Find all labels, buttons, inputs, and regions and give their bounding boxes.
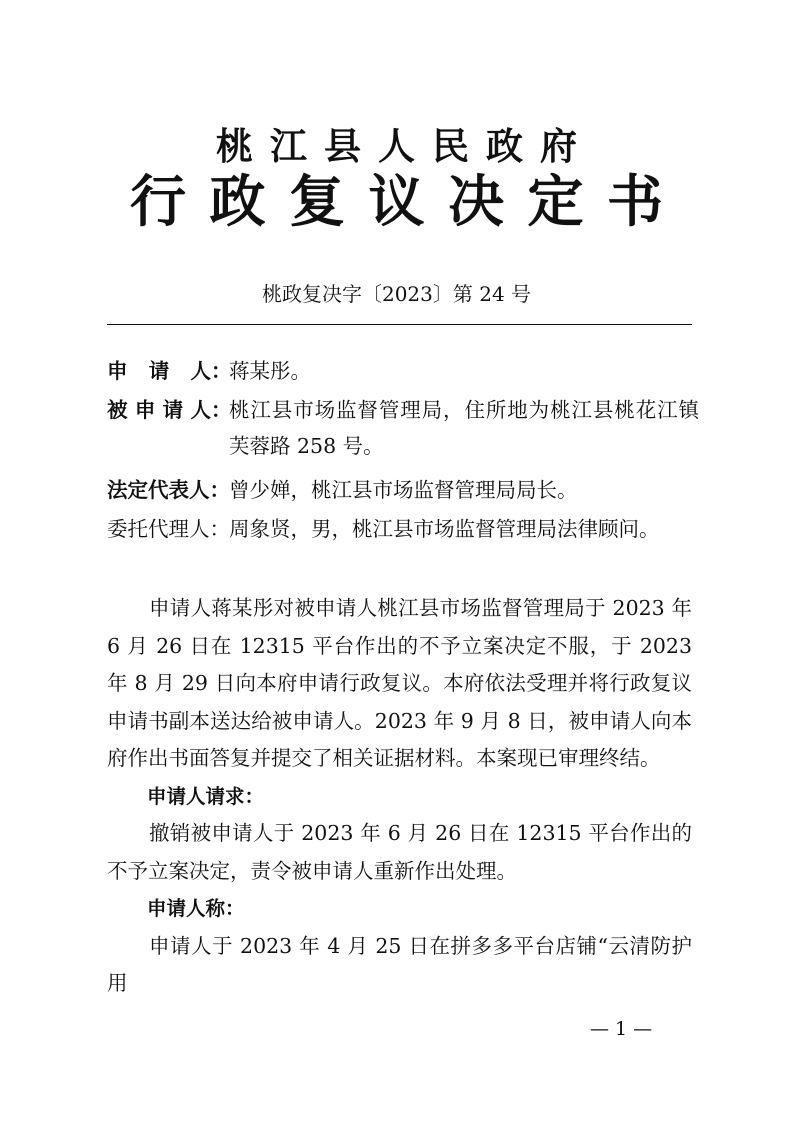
party-value-agent: 周象贤，男，桃江县市场监督管理局法律顾问。 bbox=[229, 517, 660, 541]
request-paragraph: 撤销被申请人于 2023 年 6 月 26 日在 12315 平台作出的不予立案决定，责令被申请人重新作出处理。 bbox=[107, 821, 692, 883]
header-divider bbox=[107, 324, 692, 325]
document-type-title: 行政复议决定书 bbox=[129, 169, 687, 235]
party-label-legal-rep: 法定代表人： bbox=[107, 478, 230, 502]
party-label-respondent: 被 申 请 人 ： bbox=[107, 398, 232, 422]
document-number: 桃政复决字〔2023〕第 24 号 bbox=[261, 282, 532, 306]
page-number: — 1 — bbox=[590, 1018, 653, 1040]
party-label-applicant: 申 请 人 ： bbox=[107, 359, 232, 383]
issuer-title: 桃江县人民政府 bbox=[215, 124, 595, 168]
party-label-agent: 委托代理人： bbox=[107, 517, 230, 541]
party-value-legal-rep: 曾少婵，桃江县市场监督管理局局长。 bbox=[229, 478, 578, 502]
decision-body bbox=[107, 590, 692, 1003]
intro-paragraph: 申请人蒋某彤对被申请人桃江县市场监督管理局于 2023 年 6 月 26 日在 12315 平台作出的不予立案决定不服，于 2023 年 8 月 29 日向本府申请行政复议。本府依法受理并将行政复议申请书副本送达给被申请人。2023 年 9 月 8 日，被申请人向本府作出书面答复并提交了相关证据材料。本案现已审理终结。 bbox=[107, 596, 692, 770]
request-heading: 申请人请求： bbox=[146, 784, 264, 808]
party-value-applicant: 蒋某彤。 bbox=[229, 359, 311, 383]
claim-paragraph: 申请人于 2023 年 4 月 25 日在拼多多平台店铺“云清防护用 bbox=[107, 933, 692, 995]
party-value-respondent: 桃江县市场监督管理局，住所地为桃江县桃花江镇芙蓉路 258 号。 bbox=[229, 398, 699, 458]
claim-heading: 申请人称： bbox=[146, 897, 245, 920]
